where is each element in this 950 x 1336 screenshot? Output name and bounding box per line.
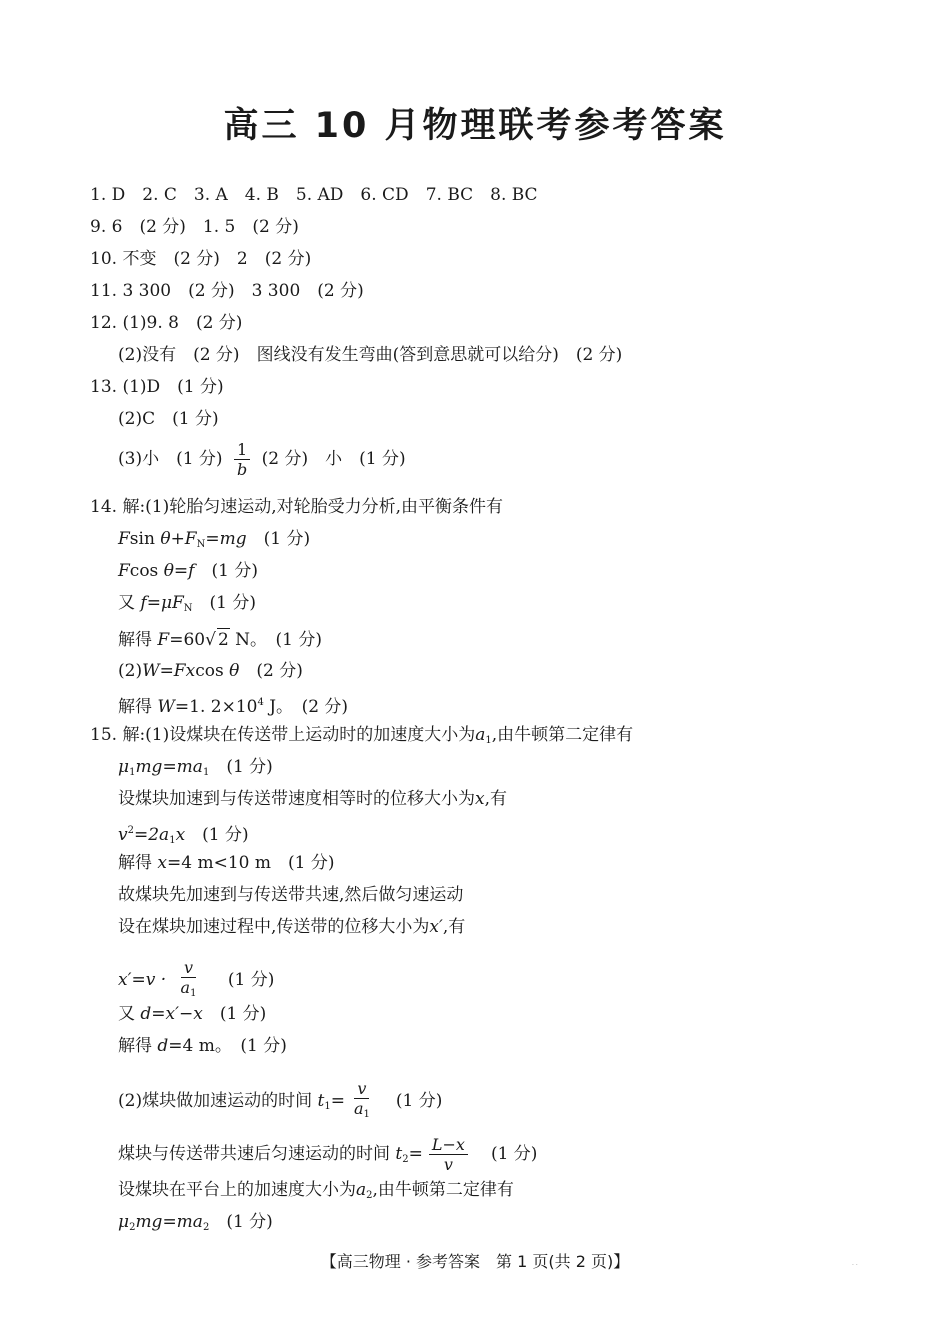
answer-12-part1: 12. (1)9. 8 (2 分) [90, 313, 243, 333]
equals: = [330, 1091, 345, 1111]
fraction-numerator: v [181, 958, 196, 978]
fraction-v-over-a1 [178, 958, 200, 1003]
var-mu: μ [118, 1212, 130, 1232]
subscript: 1 [190, 988, 197, 999]
var-x: x [157, 853, 167, 873]
text: 设在煤块加速过程中,传送带的位移大小为 [118, 917, 430, 937]
fraction-L-minus-x-over-v [429, 1135, 468, 1174]
answer-13-part1: 13. (1)D (1 分) [90, 377, 224, 397]
var-mu: μ [118, 757, 130, 777]
expr: mg=ma [135, 757, 203, 777]
text: ,有 [484, 789, 507, 809]
expr: W=Fx [142, 661, 196, 681]
answer-10: 10. 不变 (2 分) 2 (2 分) [90, 249, 312, 269]
subscript: 1 [324, 1101, 331, 1112]
var-F: F [157, 630, 170, 650]
var-a: a [475, 725, 486, 745]
q15-equation-4 [118, 1003, 266, 1025]
page-title: 高三 10 月物理联考参考答案 [223, 106, 727, 146]
text: 解得 [118, 1036, 152, 1056]
score: (2 分) [256, 661, 303, 681]
equals: = [408, 1144, 423, 1164]
score: (1 分) [240, 1036, 287, 1056]
fn-sin: sin [129, 529, 155, 549]
text: (2)煤块做加速运动的时间 [118, 1091, 313, 1111]
q14-equation-work [118, 660, 303, 682]
var-a: a [353, 1099, 364, 1118]
expr: x′=v · [118, 970, 167, 990]
q14-equation-1 [118, 528, 310, 556]
answer-13-part3-text: (3)小 (1 分) [118, 449, 223, 469]
fraction-one-over-b [234, 440, 250, 479]
fraction-denominator [178, 978, 200, 1003]
answer-13-part2: (2)C (1 分) [118, 409, 219, 429]
var-t: t [395, 1144, 403, 1164]
answers-1-8: 1. D 2. C 3. A 4. B 5. AD 6. CD 7. BC 8. BC [90, 185, 538, 205]
corner-mark: · · [852, 1262, 858, 1269]
expr: =4 m。 [168, 1036, 224, 1056]
fraction-denominator [351, 1099, 373, 1124]
text: 解得 [118, 697, 152, 717]
score: (1 分) [202, 825, 249, 845]
expr: mg=ma [135, 1212, 203, 1232]
score: (1 分) [226, 757, 273, 777]
q15-result-x [118, 852, 334, 874]
score: (1 分) [275, 630, 323, 650]
expr: =4 m<10 m [167, 853, 271, 873]
sqrt-radicand: 2 [217, 630, 229, 650]
text: 又 [118, 1004, 135, 1024]
expr: =60 [169, 630, 206, 650]
text: 设煤块加速到与传送带速度相等时的位移大小为 [118, 789, 475, 809]
q15-text-3 [118, 916, 465, 938]
var-F: F [118, 529, 130, 549]
subscript: 2 [366, 1190, 373, 1201]
text: 煤块与传送带共速后匀速运动的时间 [118, 1144, 390, 1164]
q14-heading: 14. 解:(1)轮胎匀速运动,对轮胎受力分析,由平衡条件有 [90, 497, 504, 517]
score: (1 分) [219, 1004, 267, 1024]
fn-cos: cos [129, 561, 159, 581]
var-d: d [157, 1036, 169, 1056]
score: (1 分) [395, 1091, 443, 1111]
q15-equation-1 [118, 756, 273, 784]
q15-equation-t1 [118, 1079, 442, 1124]
score: (1 分) [287, 853, 335, 873]
text: ,由牛顿第二定律有 [491, 725, 634, 745]
expr: =mg [205, 529, 247, 549]
var-x: x [475, 789, 485, 809]
fraction-denominator: b [236, 460, 248, 479]
var-a: a [356, 1180, 367, 1200]
q14-equation-2 [118, 560, 258, 582]
text: 解得 [118, 853, 152, 873]
q15-text-1 [118, 788, 507, 810]
unit: N。 [235, 630, 259, 650]
q15-text-2: 故煤块先加速到与传送带共速,然后做匀速运动 [118, 885, 464, 905]
q15-equation-t2 [118, 1135, 537, 1174]
q15-heading [90, 724, 633, 752]
var-W: W [157, 697, 175, 717]
q14-result-work [118, 692, 348, 718]
score: (1 分) [211, 561, 258, 581]
var-theta: θ [229, 661, 240, 681]
subscript: N [196, 539, 206, 550]
q15-text-4 [118, 1179, 514, 1207]
superscript: 2 [127, 825, 134, 836]
text: 15. 解:(1)设煤块在传送带上运动时的加速度大小为 [90, 725, 476, 745]
q14-result-force: 解得 F=60√ 2 N。 (1 分) [118, 630, 323, 650]
fraction-v-over-a1 [351, 1079, 373, 1124]
score: (2 分) [301, 697, 349, 717]
page-footer: 【高三物理 · 参考答案 第 1 页(共 2 页)】 [320, 1252, 630, 1271]
var-F: F [118, 561, 130, 581]
subscript: N [183, 603, 193, 614]
q15-equation-3 [118, 958, 274, 1003]
text: ,由牛顿第二定律有 [372, 1180, 514, 1200]
var-v: v [118, 825, 128, 845]
var-t: t [317, 1091, 325, 1111]
q15-equation-5 [118, 1211, 273, 1239]
subscript: 1 [169, 835, 176, 846]
answer-11: 11. 3 300 (2 分) 3 300 (2 分) [90, 281, 364, 301]
fraction-denominator: v [443, 1155, 453, 1174]
subscript: 1 [363, 1109, 370, 1120]
subscript: 2 [202, 1222, 210, 1233]
answer-12-part2: (2)没有 (2 分) 图线没有发生弯曲(答到意思就可以给分) (2 分) [118, 345, 623, 365]
score: (1 分) [490, 1144, 538, 1164]
subscript: 2 [402, 1154, 409, 1165]
score: (1 分) [226, 1212, 273, 1232]
subscript: 1 [129, 767, 136, 778]
text: 设煤块在平台上的加速度大小为 [118, 1180, 356, 1200]
subscript: 2 [129, 1222, 136, 1233]
score: (1 分) [263, 529, 311, 549]
q14-equation-3 [118, 592, 256, 620]
subscript: 1 [202, 767, 210, 778]
q15-result-d [118, 1035, 287, 1057]
text: 又 [118, 593, 135, 613]
expr: d=x′−x [140, 1004, 203, 1024]
fraction-numerator: L−x [429, 1135, 468, 1155]
answer-9: 9. 6 (2 分) 1. 5 (2 分) [90, 217, 299, 237]
answer-13-part3-score: (2 分) 小 (1 分) [261, 449, 406, 469]
text: ,有 [442, 917, 466, 937]
answer-13-part3 [118, 440, 406, 479]
unit: J。 [269, 697, 285, 717]
q15-equation-2 [118, 820, 249, 852]
expr: =1. 2×10 [174, 697, 258, 717]
subscript: 1 [485, 735, 492, 746]
expr: θ=f [163, 561, 195, 581]
fraction-numerator: v [354, 1079, 369, 1099]
expr: θ+F [160, 529, 197, 549]
expr: f=μF [140, 593, 184, 613]
var-x: x [175, 825, 186, 845]
score: (1 分) [209, 593, 257, 613]
text: (2) [118, 661, 143, 681]
expr: =2a [133, 825, 170, 845]
score: (1 分) [227, 970, 275, 990]
superscript: 4 [257, 697, 264, 708]
fn-cos: cos [195, 661, 224, 681]
var-a: a [180, 978, 191, 997]
fraction-numerator: 1 [234, 440, 250, 460]
var-x-prime: x′ [429, 917, 443, 937]
text: 解得 [118, 630, 152, 650]
